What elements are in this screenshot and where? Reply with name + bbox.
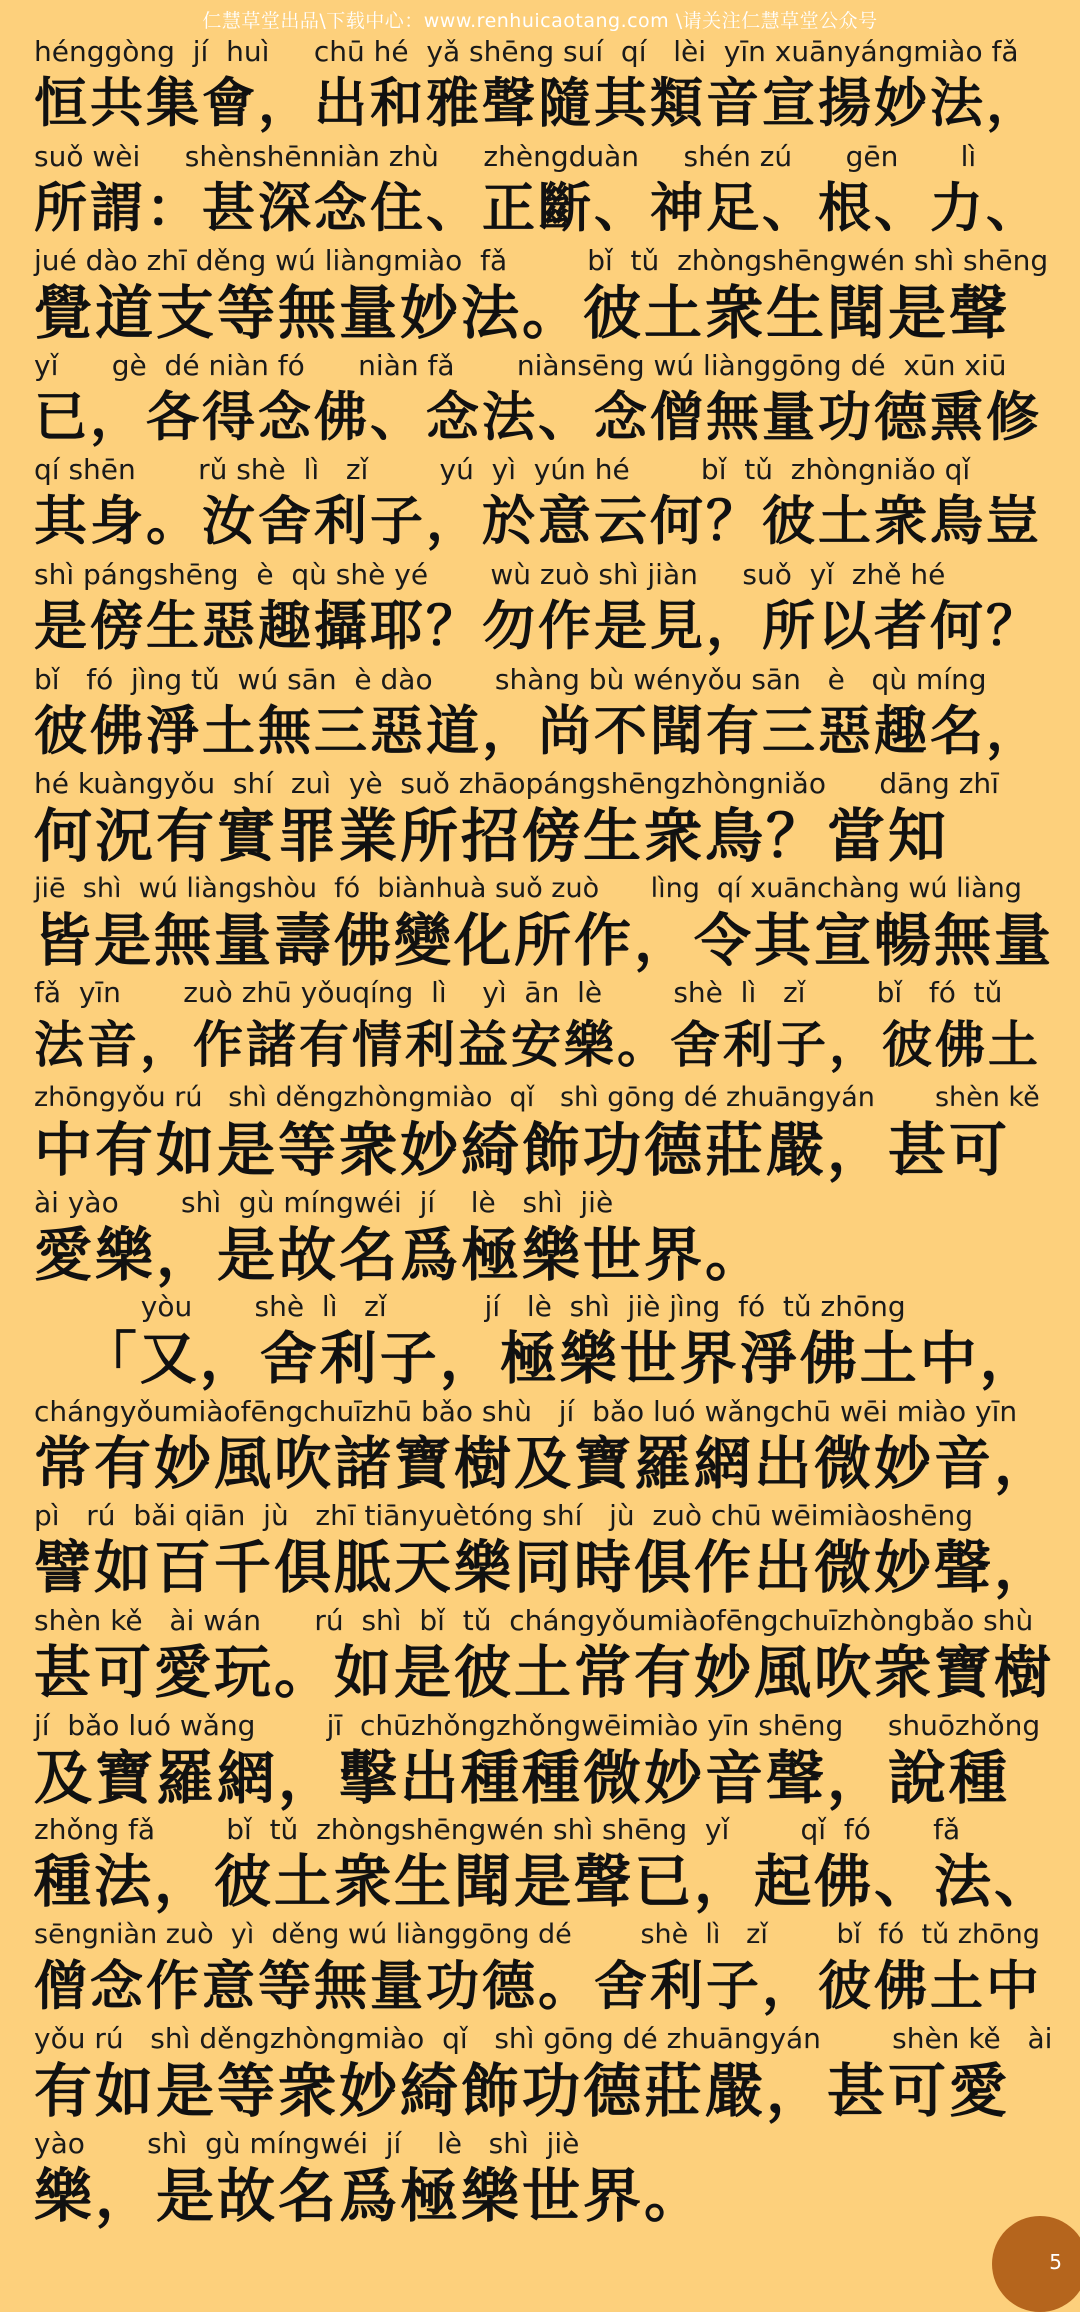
pinyin-annotation: ài yào shì gù míngwéi jí lè shì jiè: [34, 1185, 614, 1219]
pinyin-annotation: shèn kě ài wán rú shì bǐ tǔ chángyǒumiàofēngchuīzhòngbǎo shù: [34, 1604, 1034, 1637]
chinese-text: 「又，舍利子，極樂世界淨佛土中，: [34, 1326, 1040, 1393]
chinese-text: 所謂：甚深念住、正斷、神足、根、力、: [34, 177, 1042, 239]
pinyin-annotation: qí shēn rǔ shè lì zǐ yú yì yún hé bǐ tǔ zhòngniǎo qǐ: [34, 453, 971, 487]
chinese-text: 已，各得念佛、念法、念僧無量功德熏修: [34, 386, 1042, 448]
chinese-text: 譬如百千俱胝天樂同時俱作出微妙聲，: [34, 1535, 1054, 1602]
pinyin-annotation: zhōngyǒu rú shì děngzhòngmiào qǐ shì gōng dé zhuāngyán shèn kě: [34, 1082, 1040, 1113]
chinese-text: 有如是等衆妙綺飾功德莊嚴，甚可愛: [34, 2057, 1011, 2126]
chinese-text: 及寶羅網，擊出種種微妙音聲，說種: [34, 1743, 1011, 1812]
pinyin-annotation: zhǒng fǎ bǐ tǔ zhòngshēngwén shì shēng yǐ qǐ fó fǎ: [34, 1813, 961, 1847]
sutra-line: [34, 139, 1054, 243]
sutra-line: [34, 975, 1054, 1079]
pinyin-annotation: hé kuàngyǒu shí zuì yè suǒ zhāopángshēngzhòngniǎo dāng zhī: [34, 767, 999, 801]
pinyin-annotation: chángyǒumiàofēngchuīzhū bǎo shù jí bǎo luó wǎngchū wēi miào yīn: [34, 1394, 1018, 1428]
sutra-line: [34, 1498, 1054, 1602]
sutra-line: [34, 1080, 1054, 1184]
chinese-text: 彼佛淨土無三惡道，尚不聞有三惡趣名，: [34, 700, 1042, 762]
pinyin-annotation: fǎ yīn zuò zhū yǒuqíng lì yì ān lè shè lì zǐ bǐ fó tǔ: [34, 976, 1003, 1010]
sutra-line: [34, 2126, 1054, 2230]
header-source-text: 仁慧草堂出品\下载中心：www.renhuicaotang.com \请关注仁慧草堂公众号: [202, 10, 878, 32]
chinese-text: 皆是無量壽佛變化所作，令其宣暢無量: [34, 907, 1054, 974]
chinese-text: 常有妙風吹諸寶樹及寶羅網出微妙音，: [34, 1430, 1054, 1497]
pinyin-annotation: sēngniàn zuò yì děng wú liànggōng dé shè lì zǐ bǐ fó tǔ zhōng: [34, 1918, 1040, 1950]
pinyin-annotation: shì pángshēng è qù shè yé wù zuò shì jiàn suǒ yǐ zhě hé: [34, 558, 946, 591]
sutra-line: [34, 348, 1054, 452]
pinyin-annotation: yòu shè lì zǐ jí lè shì jiè jìng fó tǔ zhōng: [34, 1290, 906, 1324]
chinese-text: 覺道支等無量妙法。彼土衆生聞是聲: [34, 279, 1011, 348]
pinyin-annotation: jí bǎo luó wǎng jī chūzhǒngzhǒngwēimiào yīn shēng shuōzhǒng: [34, 1708, 1041, 1742]
pinyin-annotation: pì rú bǎi qiān jù zhī tiānyuètóng shí jù zuò chū wēimiàoshēng: [34, 1499, 973, 1533]
pinyin-annotation: yǐ gè dé niàn fó niàn fǎ niànsēng wú liànggōng dé xūn xiū: [34, 348, 1007, 382]
pinyin-annotation: suǒ wèi shènshēnniàn zhù zhèngduàn shén zú gēn lì: [34, 139, 977, 173]
chinese-text: 僧念作意等無量功德。舍利子，彼佛土中: [34, 1955, 1042, 2017]
sutra-line: [34, 1603, 1054, 1707]
sutra-line: [34, 766, 1054, 870]
pinyin-annotation: hénggòng jí huì chū hé yǎ shēng suí qí lèi yīn xuānyángmiào fǎ: [34, 35, 1019, 68]
chinese-text: 種法，彼土衆生聞是聲已，起佛、法、: [34, 1849, 1054, 1916]
sutra-line: [34, 557, 1054, 661]
chinese-text: 何況有實罪業所招傍生衆鳥？當知: [34, 802, 950, 871]
sutra-line: [34, 1708, 1054, 1812]
pinyin-annotation: jué dào zhī děng wú liàngmiào fǎ bǐ tǔ zhòngshēngwén shì shēng: [34, 244, 1049, 278]
sutra-line: [34, 452, 1054, 556]
pinyin-annotation: yào shì gù míngwéi jí lè shì jiè: [34, 2127, 580, 2160]
chinese-text: 樂，是故名爲極樂世界。: [34, 2162, 706, 2230]
pinyin-annotation: yǒu rú shì děngzhòngmiào qǐ shì gōng dé zhuāngyán shèn kě ài: [34, 2022, 1053, 2056]
sutra-line: [34, 34, 1054, 138]
pinyin-annotation: jiē shì wú liàngshòu fó biànhuà suǒ zuò lìng qí xuānchàng wú liàng: [34, 872, 1022, 904]
chinese-text: 法音，作諸有情利益安樂。舍利子，彼佛土: [34, 1016, 1041, 1075]
pinyin-annotation: bǐ fó jìng tǔ wú sān è dào shàng bù wényǒu sān è qù míng: [34, 662, 987, 696]
sutra-line: [34, 1394, 1054, 1498]
sutra-line: [34, 1289, 1054, 1393]
chinese-text: 恒共集會，出和雅聲隨其類音宣揚妙法，: [34, 73, 1042, 134]
sutra-line: [34, 1185, 1054, 1289]
sutra-line: [34, 871, 1054, 975]
chinese-text: 甚可愛玩。如是彼土常有妙風吹衆寶樹: [34, 1640, 1054, 1706]
page-number: 5: [1049, 2250, 1062, 2274]
sutra-line: [34, 2021, 1054, 2125]
chinese-text: 是傍生惡趣攝耶？勿作是見，所以者何？: [34, 596, 1042, 657]
chinese-text: 中有如是等衆妙綺飾功德莊嚴，甚可: [34, 1116, 1011, 1184]
sutra-line: [34, 1917, 1054, 2021]
page-number-badge: [992, 2216, 1080, 2312]
chinese-text: 愛樂，是故名爲極樂世界。: [34, 1220, 767, 1289]
sutra-line: [34, 243, 1054, 347]
chinese-text: 其身。汝舍利子，於意云何？彼土衆鳥豈: [34, 491, 1042, 553]
sutra-line: [34, 1812, 1054, 1916]
sutra-line: [34, 662, 1054, 766]
